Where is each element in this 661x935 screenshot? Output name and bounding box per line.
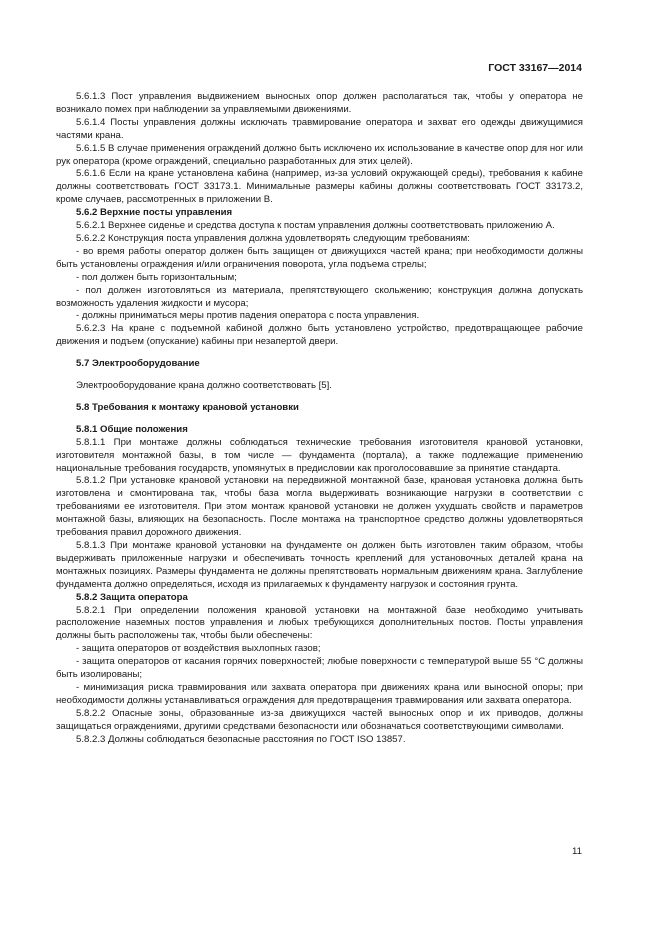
section-heading: 5.6.2 Верхние посты управления — [76, 207, 233, 219]
paragraph: Электрооборудование крана должно соответствовать [5]. — [76, 380, 332, 392]
section-heading: 5.7 Электрооборудование — [76, 358, 200, 370]
list-item: - пол должен изготовляться из материала, препятствующего скольжению; конструкция должна допускать возможность удаления жидкости и мусора; — [56, 284, 583, 309]
list-item: - во время работы оператор должен быть защищен от движущихся частей крана; при необходимости должны быть установлены ограждения и/или ограничения поворота, угла подъема стрелы; — [56, 245, 583, 270]
document-body — [56, 91, 583, 747]
list-item: - должны приниматься меры против падения оператора с поста управления. — [76, 310, 420, 322]
paragraph: 5.8.1.1 При монтаже должны соблюдаться технические требования изготовителя крановой установки, изготовителя монтажной базы, в том числе — фундамента (портала), а также подлежащие применению национальные требования государств, упомянутых в предисловии как проголосовавшие за принятие стандарта. — [56, 436, 583, 474]
section-heading: 5.8 Требования к монтажу крановой установки — [76, 401, 299, 413]
paragraph: 5.6.1.3 Пост управления выдвижением выносных опор должен располагаться так, чтобы у оператора не возникало помех при наблюдении за управляемыми движениями. — [56, 91, 583, 115]
section-heading: 5.8.2 Защита оператора — [76, 591, 188, 603]
paragraph: 5.8.1.2 При установке крановой установки на передвижной монтажной базе, крановая установка должна быть изготовлена и смонтирована так, чтобы база могла выдерживать возникающие нагрузки в соответствии с требованиями ее изготовителя. При этом монтаж крановой установки не должен ухудшать свойств и параметров монтажной базы, влияющих на безопасность. После монтажа на транспортное средство должны удовлетворяться требования правил дорожного движения. — [56, 475, 583, 539]
document-number: ГОСТ 33167—2014 — [488, 62, 582, 74]
paragraph: 5.6.1.5 В случае применения ограждений должно быть исключено их использование в качестве опор для ног или рук оператора (кроме ограждений, специально разработанных для этих целей). — [56, 142, 583, 167]
section-heading: 5.8.1 Общие положения — [76, 423, 188, 435]
paragraph: 5.6.2.2 Конструкция поста управления должна удовлетворять следующим требованиям: — [76, 232, 470, 244]
list-item: - защита операторов от касания горячих поверхностей; любые поверхности с температурой выше 55 °С должны быть изолированы; — [56, 656, 583, 681]
paragraph: 5.8.2.3 Должны соблюдаться безопасные расстояния по ГОСТ ISO 13857. — [76, 733, 406, 745]
paragraph: 5.6.1.4 Посты управления должны исключать травмирование оператора и захват его одежды движущимися частями крана. — [56, 116, 583, 141]
list-item: - защита операторов от воздействия выхлопных газов; — [76, 643, 321, 655]
paragraph: 5.8.2.1 При определении положения крановой установки на монтажной базе необходимо учитывать расположение наземных постов управления и любых требующихся дополнительных постов. Посты управления должны быть расположены так, чтобы были обеспечены: — [56, 604, 583, 642]
list-item: - пол должен быть горизонтальным; — [76, 271, 237, 283]
paragraph: 5.8.1.3 При монтаже крановой установки на фундаменте он должен быть изготовлен таким образом, чтобы выдерживать приложенные нагрузки и обеспечивать точность креплений для установочных деталей крана на монтажных позициях. Размеры фундамента не должны препятствовать нормальным движениям крана. Заглубление фундамента должно определяться, исходя из прилагаемых к фундаменту нагрузок и состояния грунта. — [56, 540, 583, 590]
paragraph: 5.8.2.2 Опасные зоны, образованные из-за движущихся частей выносных опор и их приводов, должны защищаться ограждениями, другими средствами безопасности или обозначаться соответствующими символами. — [56, 707, 583, 732]
paragraph: 5.6.1.6 Если на кране установлена кабина (например, из-за условий окружающей среды), требования к кабине должны соответствовать ГОСТ 33173.1. Минимальные размеры кабины должны соответствовать ГОСТ 33173.2, кроме случаев, рассмотренных в приложении В. — [56, 168, 583, 206]
list-item: - минимизация риска травмирования или захвата оператора при движениях крана или выносной опоры; при необходимости должны устанавливаться ограждения для предотвращения травмирования или захвата оператора. — [56, 681, 583, 706]
paragraph: 5.6.2.3 На кране с подъемной кабиной должно быть установлено устройство, предотвращающее рабочие движения и подъем (опускание) кабины при незапертой двери. — [56, 323, 583, 348]
page-number: 11 — [572, 846, 582, 857]
paragraph: 5.6.2.1 Верхнее сиденье и средства доступа к постам управления должны соответствовать приложению А. — [76, 220, 555, 232]
